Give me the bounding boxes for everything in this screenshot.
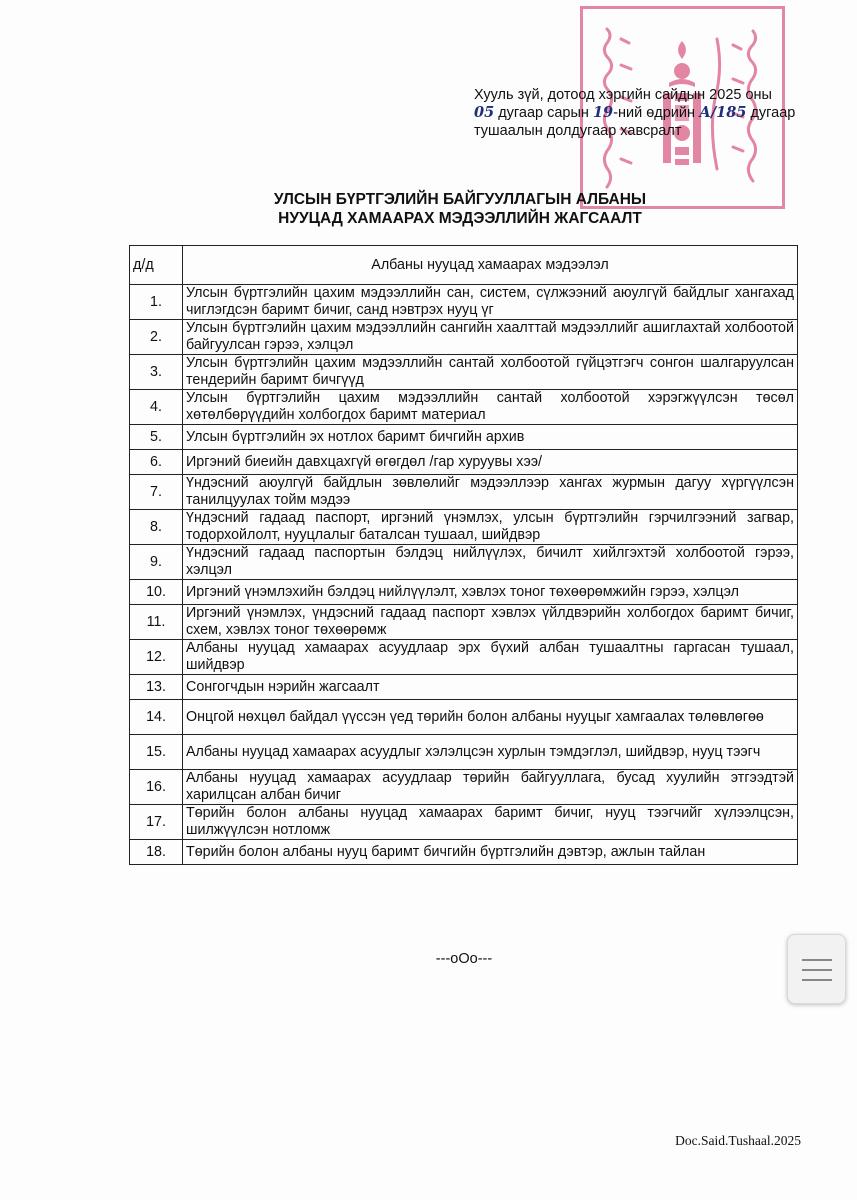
row-number: 11. [130, 605, 183, 640]
table-row [130, 770, 798, 805]
table-row [130, 475, 798, 510]
table-row [130, 390, 798, 425]
column-header-number: д/д [130, 246, 183, 285]
table-row [130, 640, 798, 675]
row-text: Улсын бүртгэлийн цахим мэдээллийн сан, систем, сүлжээний аюулгүй байдлыг хангахад чиглэгдсэн баримт бичиг, санд нэвтрэх нууц үг [183, 285, 798, 320]
row-text: Үндэсний гадаад паспорт, иргэний үнэмлэх, улсын бүртгэлийн гэрчилгээний загвар, тодорхойлолт, нууцлалыг баталсан тушаал, шийдвэр [183, 510, 798, 545]
row-number: 12. [130, 640, 183, 675]
row-text: Албаны нууцад хамаарах асуудлаар төрийн байгууллага, бусад хуулийн этгээдтэй харилцсан албан бичиг [183, 770, 798, 805]
title-line-1: УЛСЫН БҮРТГЭЛИЙН БАЙГУУЛЛАГЫН АЛБАНЫ [273, 191, 647, 208]
row-number: 16. [130, 770, 183, 805]
row-number: 17. [130, 805, 183, 840]
table-row [130, 320, 798, 355]
table-row [130, 580, 798, 605]
column-header-info: Албаны нууцад хамаарах мэдээлэл [183, 246, 798, 285]
table-row [130, 510, 798, 545]
row-number: 10. [130, 580, 183, 605]
table-row [130, 735, 798, 770]
table-row [130, 285, 798, 320]
table-row [130, 840, 798, 865]
row-text: Улсын бүртгэлийн цахим мэдээллийн сангийн хаалттай мэдээллийг ашиглахтай холбоотой байгуулсан гэрээ, хэлцэл [183, 320, 798, 355]
table-row [130, 805, 798, 840]
row-text: Улсын бүртгэлийн цахим мэдээллийн сантай холбоотой гүйцэтгэгч сонгон шалгаруулсан тендерийн баримт бичгүүд [183, 355, 798, 390]
annex-line-3: тушаалын долдугаар хавсралт [474, 123, 682, 139]
row-text: Иргэний биеийн давхцахгүй өгөгдөл /гар хуруувы хээ/ [183, 450, 798, 475]
document-title [225, 190, 695, 228]
row-number: 14. [130, 700, 183, 735]
hamburger-menu-icon[interactable] [787, 934, 846, 1004]
secret-info-table [129, 245, 798, 865]
row-text: Улсын бүртгэлийн эх нотлох баримт бичгийн архив [183, 425, 798, 450]
table-row [130, 675, 798, 700]
annex-reference [474, 86, 814, 140]
row-text: Төрийн болон албаны нууцад хамаарах баримт бичиг, нууц тээгчийг хүлээлцсэн, шилжүүлсэн нотломж [183, 805, 798, 840]
row-text: Албаны нууцад хамаарах асуудлыг хэлэлцсэн хурлын тэмдэглэл, шийдвэр, нууц тээгч [183, 735, 798, 770]
handwritten-month: 05 [474, 104, 495, 121]
title-line-2: НУУЦАД ХАМААРАХ МЭДЭЭЛЛИЙН ЖАГСААЛТ [278, 210, 642, 227]
row-number: 7. [130, 475, 183, 510]
annex-line-1: Хууль зүй, дотоод хэргийн сайдын 2025 оны [474, 87, 772, 103]
annex-line-2: 05 дугаар сарын 19-ний өдрийн А/185 дугаар [474, 104, 796, 121]
handwritten-day: 19 [592, 104, 614, 121]
row-number: 18. [130, 840, 183, 865]
document-end-mark: ---oOo--- [435, 951, 493, 967]
table-row [130, 605, 798, 640]
row-number: 2. [130, 320, 183, 355]
row-text: Сонгогчдын нэрийн жагсаалт [183, 675, 798, 700]
table-row [130, 355, 798, 390]
table-row [130, 450, 798, 475]
handwritten-order-number: А/185 [699, 104, 747, 121]
row-number: 15. [130, 735, 183, 770]
row-number: 3. [130, 355, 183, 390]
row-text: Улсын бүртгэлийн цахим мэдээллийн сантай холбоотой хэрэгжүүлсэн төсөл хөтөлбөрүүдийн холбогдох баримт материал [183, 390, 798, 425]
row-text: Албаны нууцад хамаарах асуудлаар эрх бүхий албан тушаалтны гаргасан тушаал, шийдвэр [183, 640, 798, 675]
table-row [130, 700, 798, 735]
row-number: 1. [130, 285, 183, 320]
row-text: Иргэний үнэмлэх, үндэсний гадаад паспорт хэвлэх үйлдвэрийн холбогдох баримт бичиг, схем, хэвлэх тоног төхөөрөмж [183, 605, 798, 640]
row-text: Төрийн болон албаны нууц баримт бичгийн бүртгэлийн дэвтэр, ажлын тайлан [183, 840, 798, 865]
row-number: 5. [130, 425, 183, 450]
row-text: Онцгой нөхцөл байдал үүссэн үед төрийн болон албаны нууцыг хамгаалах төлөвлөгөө [183, 700, 798, 735]
row-number: 13. [130, 675, 183, 700]
row-text: Үндэсний гадаад паспортын бэлдэц нийлүүлэх, бичилт хийлгэхтэй холбоотой гэрээ, хэлцэл [183, 545, 798, 580]
row-number: 4. [130, 390, 183, 425]
row-number: 8. [130, 510, 183, 545]
table-row [130, 545, 798, 580]
row-text: Үндэсний аюулгүй байдлын зөвлөлийг мэдээллээр хангах журмын дагуу хүргүүлсэн танилцуулах тойм мэдээ [183, 475, 798, 510]
row-number: 6. [130, 450, 183, 475]
table-header-row [130, 246, 798, 285]
row-text: Иргэний үнэмлэхийн бэлдэц нийлүүлэлт, хэвлэх тоног төхөөрөмжийн гэрээ, хэлцэл [183, 580, 798, 605]
row-number: 9. [130, 545, 183, 580]
document-footer-code: Doc.Said.Tushaal.2025 [675, 1133, 801, 1148]
table-row [130, 425, 798, 450]
